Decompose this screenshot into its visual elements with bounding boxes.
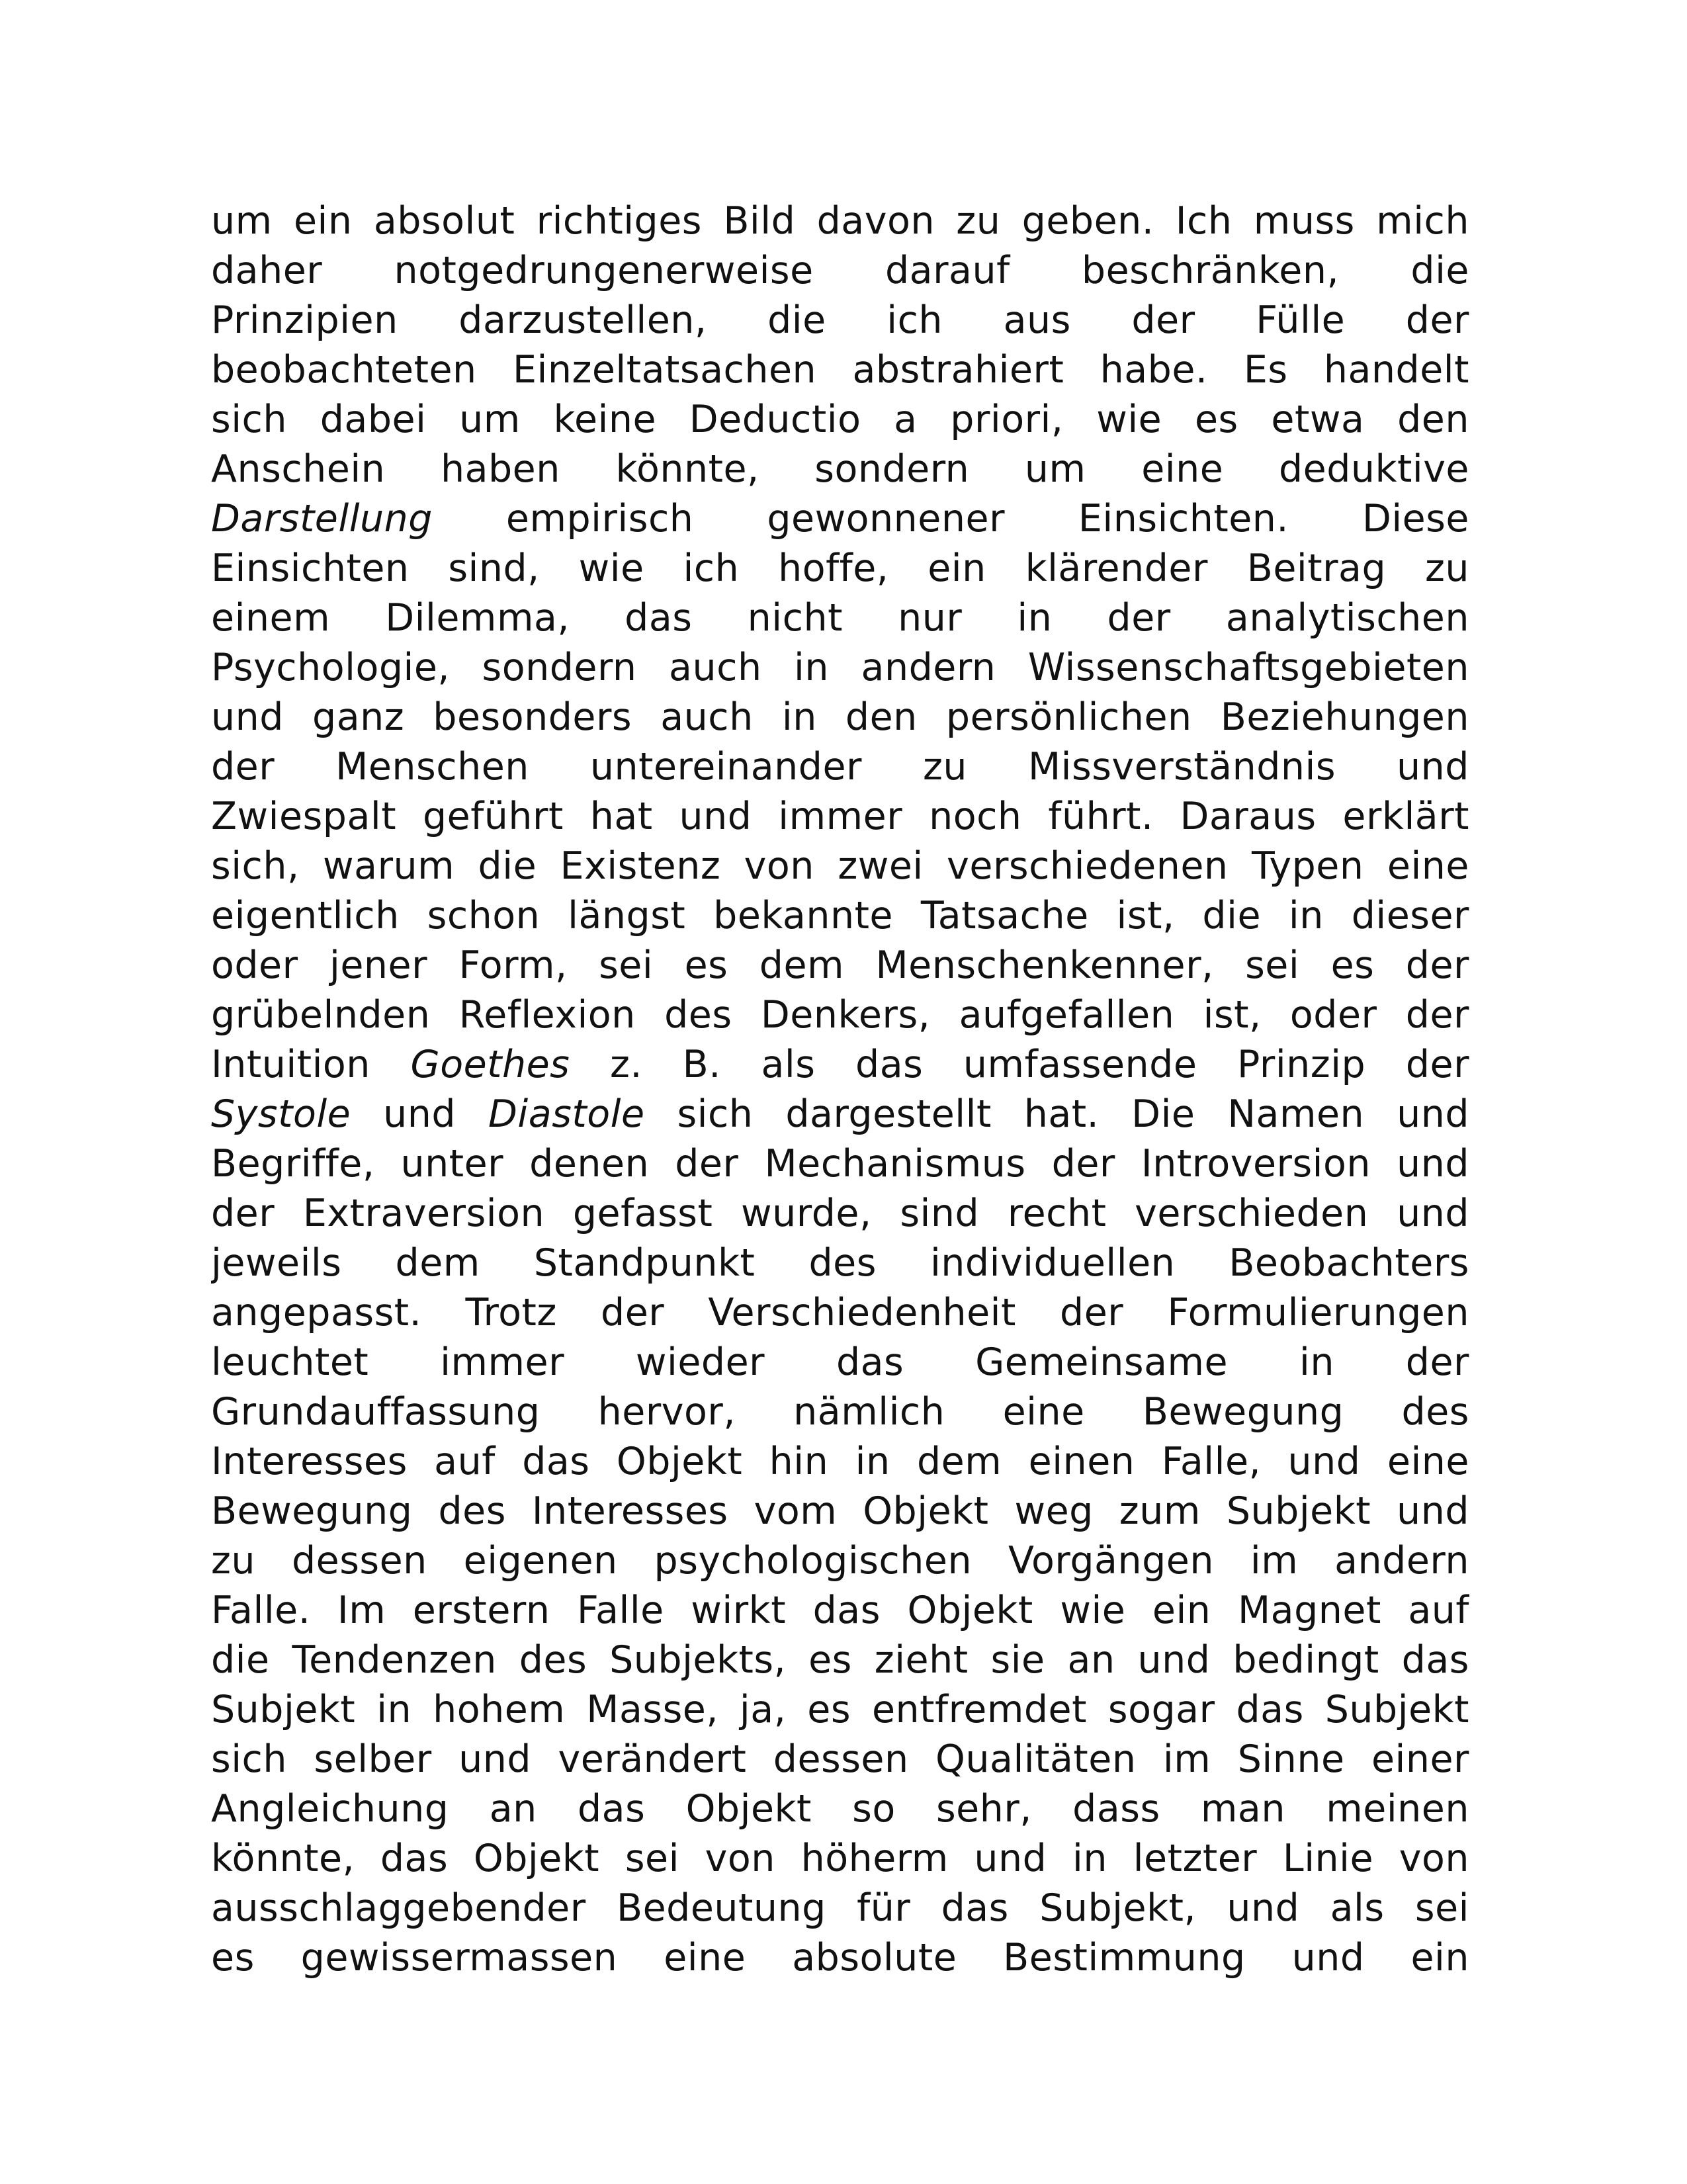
text-line-25: Grundauffassung hervor, nämlich eine Bewegung des xyxy=(211,1390,1469,1434)
text-line-10: Psychologie, sondern auch in andern Wissenschaftsgebieten xyxy=(211,646,1469,689)
text-line-15: eigentlich schon längst bekannte Tatsache ist, die in dieser xyxy=(211,894,1469,938)
text-line-5: sich dabei um keine Deductio a priori, wie es etwa den xyxy=(211,398,1469,441)
text-line-4: beobachteten Einzeltatsachen abstrahiert habe. Es handelt xyxy=(211,348,1469,392)
text-line-32: sich selber und verändert dessen Qualitäten im Sinne einer xyxy=(211,1737,1469,1781)
italic-word: Diastole xyxy=(488,1092,645,1136)
text-line-12: der Menschen untereinander zu Missverständnis und xyxy=(211,745,1469,789)
text-line-9: einem Dilemma, das nicht nur in der analytischen xyxy=(211,596,1469,640)
text-line-36: es gewissermassen eine absolute Bestimmung und ein xyxy=(211,1936,1469,1980)
text-line-31: Subjekt in hohem Masse, ja, es entfremdet sogar das Subjekt xyxy=(211,1688,1469,1731)
text-line-13: Zwiespalt geführt hat und immer noch führt. Daraus erklärt xyxy=(211,795,1469,838)
text-line-22: jeweils dem Standpunkt des individuellen Beobachters xyxy=(211,1241,1469,1285)
text-line-21: der Extraversion gefasst wurde, sind recht verschieden und xyxy=(211,1192,1469,1235)
text-line-18: Intuition Goethes z. B. als das umfassende Prinzip der xyxy=(211,1043,1469,1086)
text-line-27: Bewegung des Interesses vom Objekt weg zum Subjekt und xyxy=(211,1489,1469,1533)
text-line-33: Angleichung an das Objekt so sehr, dass man meinen xyxy=(211,1787,1469,1831)
italic-word: Goethes xyxy=(410,1043,570,1086)
italic-word: Darstellung xyxy=(211,497,433,541)
text-line-29: Falle. Im erstern Falle wirkt das Objekt wie ein Magnet auf xyxy=(211,1589,1469,1632)
text-line-35: ausschlaggebender Bedeutung für das Subjekt, und als sei xyxy=(211,1886,1469,1930)
text-line-8: Einsichten sind, wie ich hoffe, ein klärender Beitrag zu xyxy=(211,546,1469,590)
body-text xyxy=(211,197,1469,1983)
text-line-7: Darstellung empirisch gewonnener Einsichten. Diese xyxy=(211,497,1469,541)
text-line-23: angepasst. Trotz der Verschiedenheit der Formulierungen xyxy=(211,1291,1469,1334)
text-line-3: Prinzipien darzustellen, die ich aus der Fülle der xyxy=(211,298,1469,342)
text-line-34: könnte, das Objekt sei von höherm und in letzter Linie von xyxy=(211,1837,1469,1880)
text-line-1: um ein absolut richtiges Bild davon zu geben. Ich muss mich xyxy=(211,199,1469,243)
text-line-20: Begriffe, unter denen der Mechanismus der Introversion und xyxy=(211,1142,1469,1186)
text-line-17: grübelnden Reflexion des Denkers, aufgefallen ist, oder der xyxy=(211,993,1469,1037)
text-line-6: Anschein haben könnte, sondern um eine deduktive xyxy=(211,447,1469,491)
text-line-28: zu dessen eigenen psychologischen Vorgängen im andern xyxy=(211,1539,1469,1583)
text-line-11: und ganz besonders auch in den persönlichen Beziehungen xyxy=(211,695,1469,739)
text-line-16: oder jener Form, sei es dem Menschenkenner, sei es der xyxy=(211,943,1469,987)
text-line-30: die Tendenzen des Subjekts, es zieht sie an und bedingt das xyxy=(211,1638,1469,1682)
text-line-19: Systole und Diastole sich dargestellt hat. Die Namen und xyxy=(211,1092,1469,1136)
text-line-26: Interesses auf das Objekt hin in dem einen Falle, und eine xyxy=(211,1440,1469,1483)
italic-word: Systole xyxy=(211,1092,351,1136)
text-line-2: daher notgedrungenerweise darauf beschränken, die xyxy=(211,249,1469,292)
text-line-24: leuchtet immer wieder das Gemeinsame in der xyxy=(211,1340,1469,1384)
text-line-14: sich, warum die Existenz von zwei verschiedenen Typen eine xyxy=(211,844,1469,888)
